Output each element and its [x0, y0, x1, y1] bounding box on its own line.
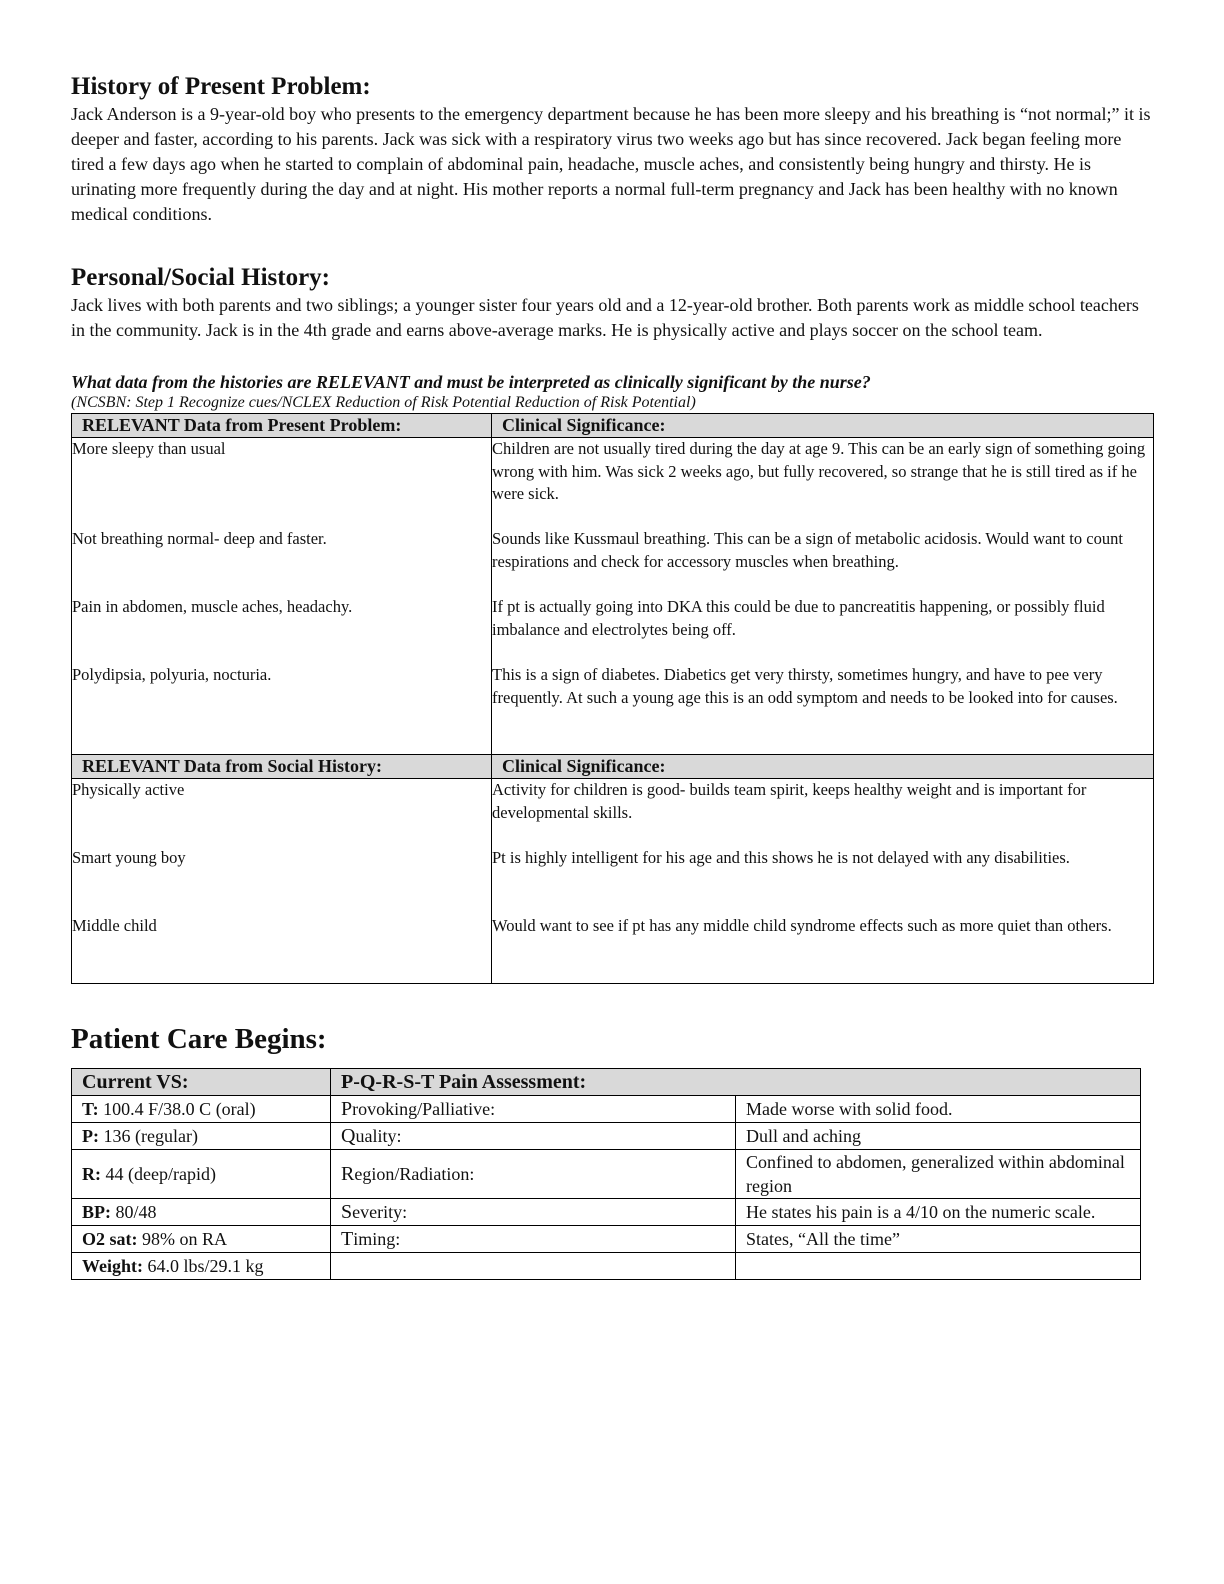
pain-value: Dull and aching — [736, 1123, 1141, 1150]
pain-value — [736, 1253, 1141, 1280]
pain-value: Confined to abdomen, generalized within abdominal region — [736, 1150, 1141, 1199]
present-rows — [72, 438, 1154, 755]
social-data-cell: Middle child — [72, 916, 157, 935]
pain-letter: R — [341, 1163, 355, 1185]
personal-social-history-heading: Personal/Social History: — [71, 264, 330, 291]
pqrst-header: P-Q-R-S-T Pain Assessment: — [331, 1069, 1141, 1096]
vs-value: 98% on RA — [137, 1229, 227, 1249]
history-present-problem-text: Jack Anderson is a 9-year-old boy who presents to the emergency department because he has been more sleepy and his breathing is “not normal;” it is deeper and faster, according to his parents. Jack was sick with a respiratory virus two weeks ago but has since recovered. Jack began feeling more tired a few days ago when he started to complain of abdominal pain, headache, muscle aches, and consistently being hungry and thirsty. He is urinating more frequently during the day and at night. His mother reports a normal full-term pregnancy and Jack has been healthy with no known medical conditions. — [71, 104, 1151, 224]
history-present-problem-heading: History of Present Problem: — [71, 73, 371, 100]
vs-value: 136 (regular) — [99, 1126, 198, 1146]
present-data-cell: More sleepy than usual — [72, 439, 226, 458]
present-data-header: RELEVANT Data from Present Problem: — [72, 414, 492, 438]
vs-value: 44 (deep/rapid) — [101, 1164, 216, 1184]
pain-label: everity: — [352, 1202, 408, 1222]
present-data-cell: Pain in abdomen, muscle aches, headachy. — [72, 597, 353, 616]
social-data-cell: Physically active — [72, 780, 185, 799]
social-data-cell: Smart young boy — [72, 848, 186, 867]
present-significance-cell: Sounds like Kussmaul breathing. This can be a sign of metabolic acidosis. Would want to count respirations and check for accessory muscles when breathing. — [492, 529, 1123, 571]
pain-value: States, “All the time” — [736, 1226, 1141, 1253]
pain-label: rovoking/Palliative: — [352, 1099, 496, 1119]
social-rows — [72, 779, 1154, 984]
vitals-row — [72, 1253, 1141, 1280]
pain-value: He states his pain is a 4/10 on the numeric scale. — [736, 1199, 1141, 1226]
vs-label: O2 sat: — [82, 1229, 138, 1249]
social-data-header: RELEVANT Data from Social History: — [72, 755, 492, 779]
social-significance-cell: Would want to see if pt has any middle child syndrome effects such as more quiet than others. — [492, 916, 1112, 935]
pain-letter: S — [341, 1201, 353, 1223]
pain-letter: T — [341, 1228, 354, 1250]
relevant-data-question: What data from the histories are RELEVANT and must be interpreted as clinically significant by the nurse? — [71, 372, 871, 392]
vs-label: R: — [82, 1164, 101, 1184]
vitals-row — [72, 1226, 1141, 1253]
vs-label: P: — [82, 1126, 99, 1146]
vs-label: T: — [82, 1099, 99, 1119]
social-significance-header: Clinical Significance: — [492, 755, 1154, 779]
pain-value: Made worse with solid food. — [736, 1096, 1141, 1123]
vitals-row — [72, 1199, 1141, 1226]
vs-value: 64.0 lbs/29.1 kg — [143, 1256, 264, 1276]
present-data-cell: Polydipsia, polyuria, nocturia. — [72, 665, 272, 684]
patient-care-heading: Patient Care Begins: — [71, 1023, 327, 1055]
vs-value: 100.4 F/38.0 C (oral) — [98, 1099, 256, 1119]
vitals-row — [72, 1096, 1141, 1123]
vs-value: 80/48 — [111, 1202, 157, 1222]
social-significance-cell: Activity for children is good- builds team spirit, keeps healthy weight and is important for developmental skills. — [492, 780, 1087, 822]
vs-label: Weight: — [82, 1256, 143, 1276]
present-significance-header: Clinical Significance: — [492, 414, 1154, 438]
vitals-pain-table — [71, 1068, 1141, 1280]
present-problem-table — [71, 413, 1154, 984]
pain-label: uality: — [355, 1126, 402, 1146]
vs-label: BP: — [82, 1202, 111, 1222]
vitals-row — [72, 1150, 1141, 1199]
pain-letter: P — [341, 1098, 353, 1120]
pain-label: iming: — [353, 1229, 401, 1249]
present-data-cell: Not breathing normal- deep and faster. — [72, 529, 327, 548]
present-significance-cell: If pt is actually going into DKA this could be due to pancreatitis happening, or possibly fluid imbalance and electrolytes being off. — [492, 597, 1105, 639]
present-significance-cell: This is a sign of diabetes. Diabetics get very thirsty, sometimes hungry, and have to pee very frequently. At such a young age this is an odd symptom and needs to be looked into for causes. — [492, 665, 1118, 707]
current-vs-header: Current VS: — [72, 1069, 331, 1096]
pain-label: egion/Radiation: — [354, 1164, 475, 1184]
present-significance-cell: Children are not usually tired during the day at age 9. This can be an early sign of something going wrong with him. Was sick 2 weeks ago, but fully recovered, so strange that he is still tired as if he were sick. — [492, 439, 1146, 503]
pain-letter: Q — [341, 1125, 356, 1147]
vitals-row — [72, 1123, 1141, 1150]
relevant-data-question-subtitle: (NCSBN: Step 1 Recognize cues/NCLEX Reduction of Risk Potential Reduction of Risk Potential) — [71, 394, 696, 411]
document-page — [71, 72, 1154, 1280]
social-significance-cell: Pt is highly intelligent for his age and this shows he is not delayed with any disabilities. — [492, 848, 1070, 867]
personal-social-history-text: Jack lives with both parents and two siblings; a younger sister four years old and a 12-year-old brother. Both parents work as middle school teachers in the community. Jack is in the 4th grade and earns above-average marks. He is physically active and plays soccer on the school team. — [71, 295, 1139, 340]
